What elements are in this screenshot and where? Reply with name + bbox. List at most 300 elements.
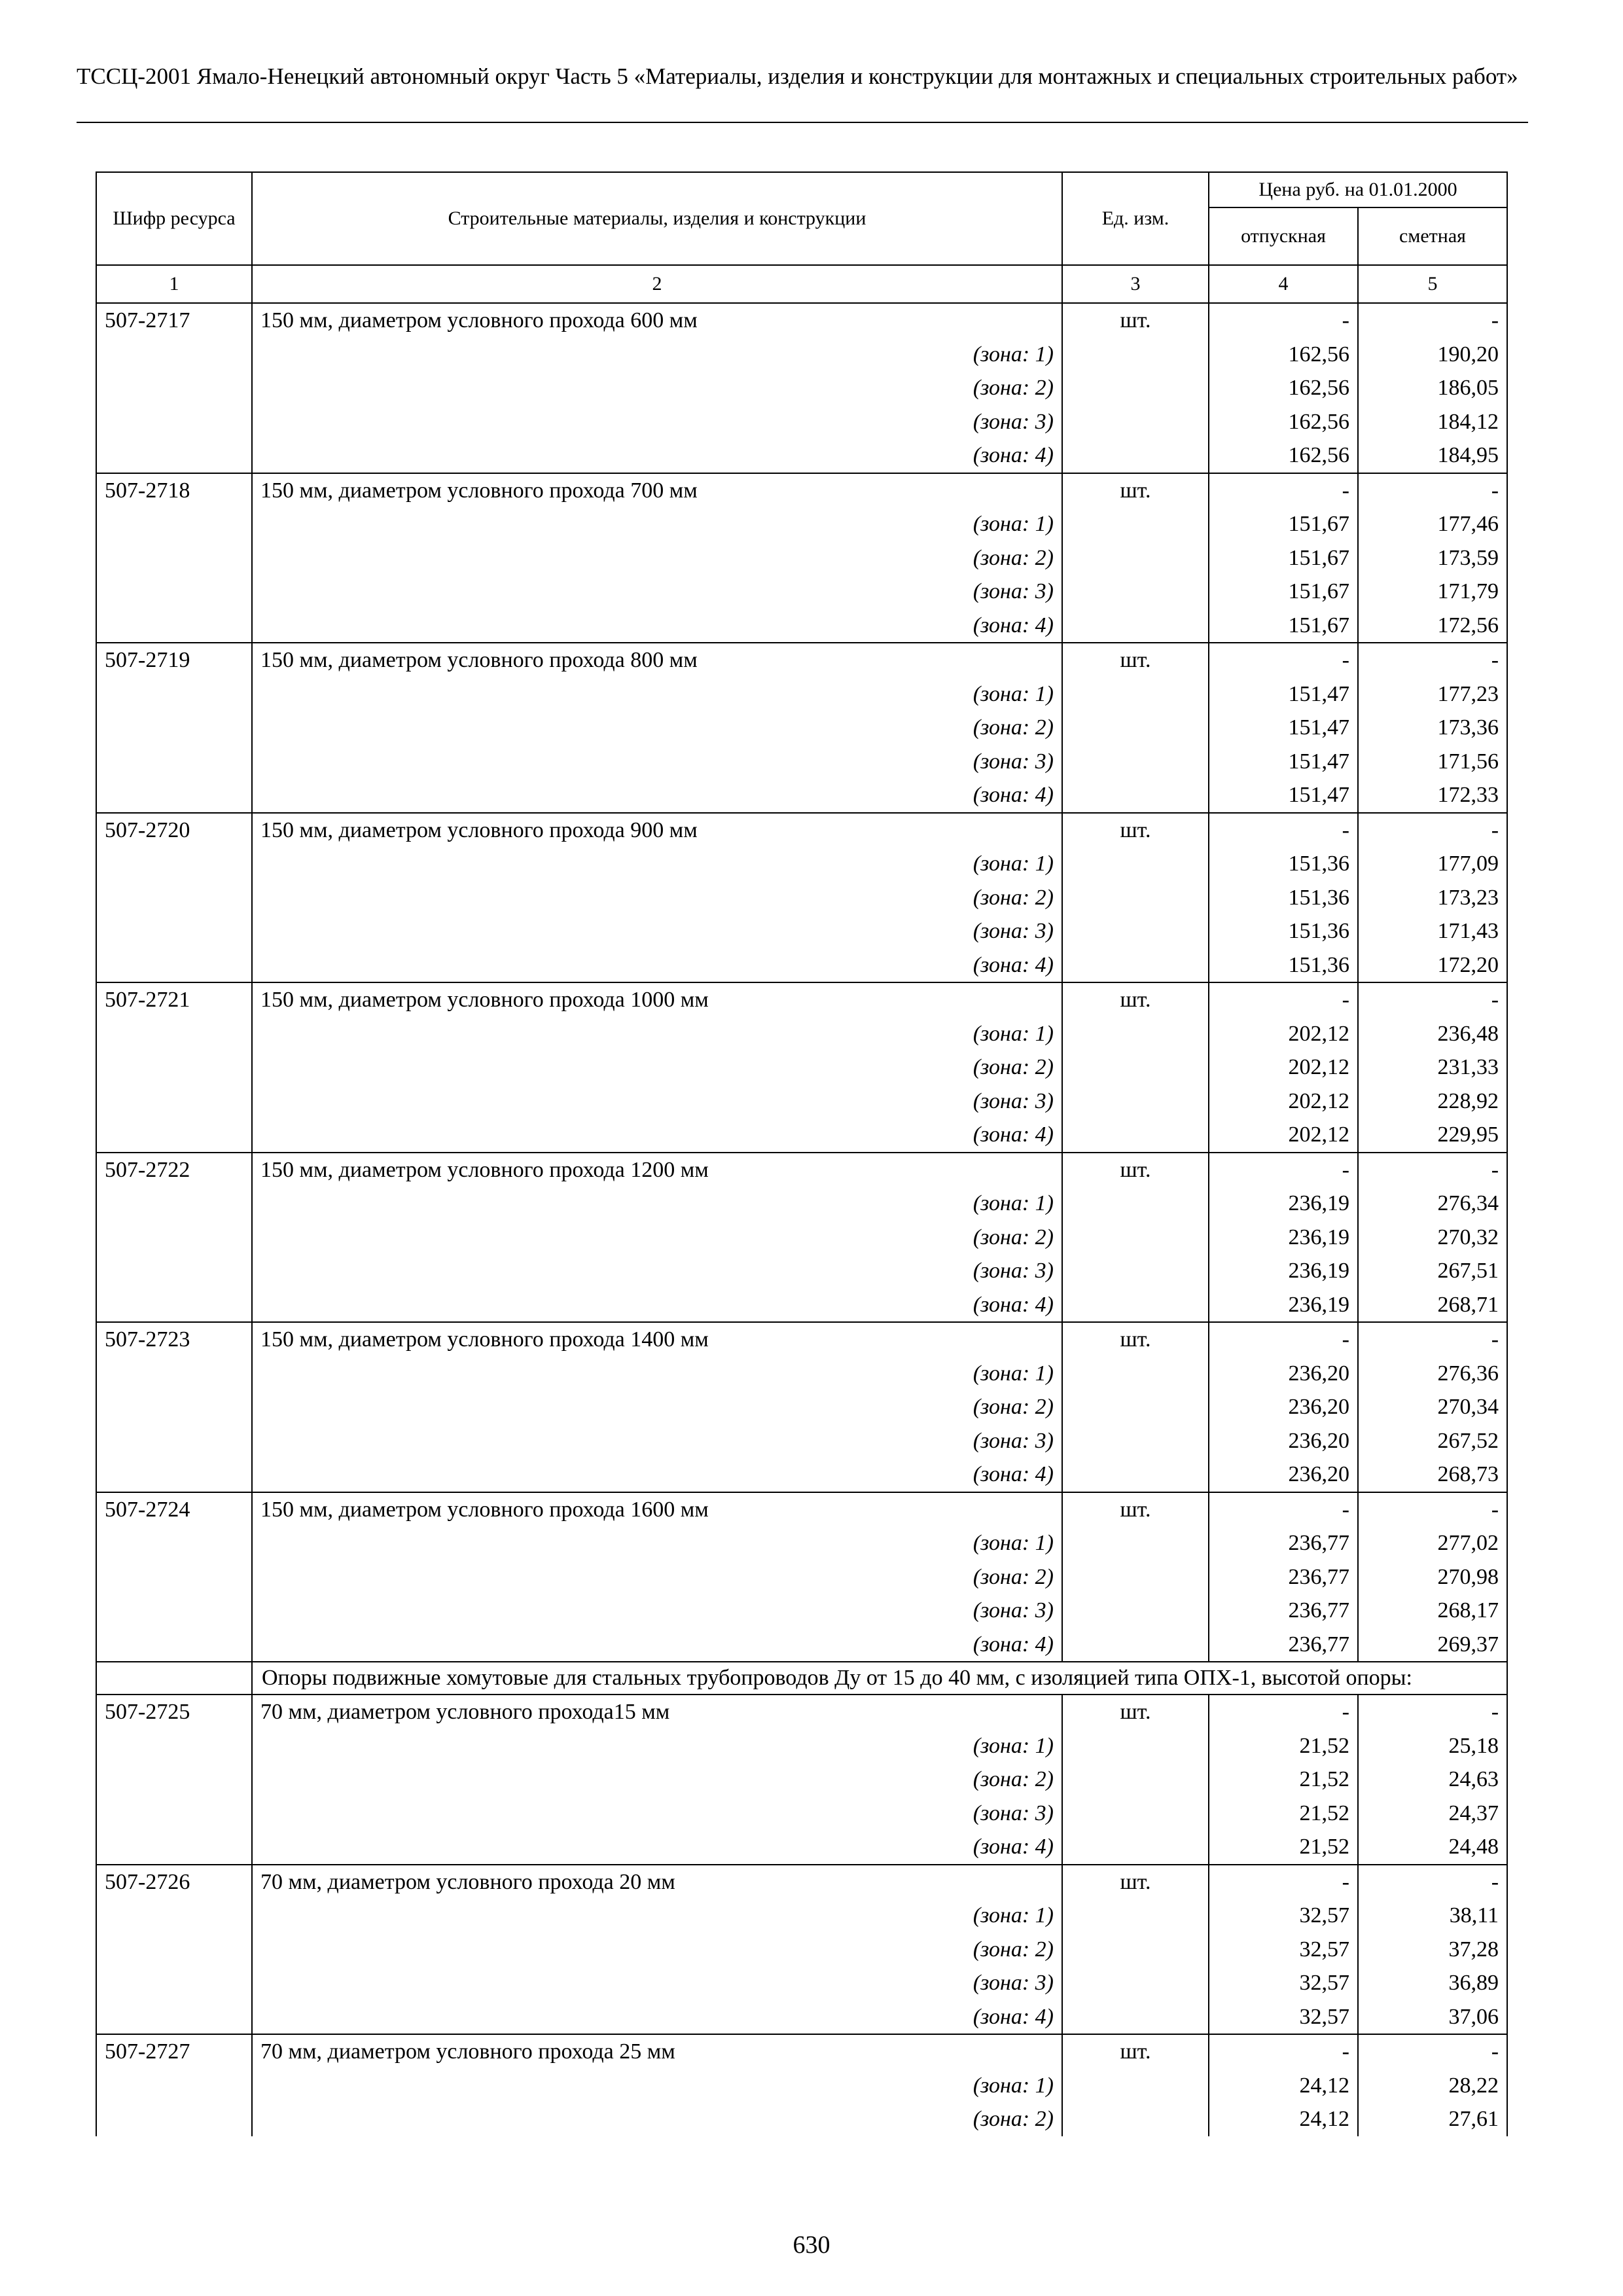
zone-label: (зона: 2): [252, 1221, 1062, 1255]
zone-release-price: 202,12: [1209, 1118, 1358, 1153]
material-name: 150 мм, диаметром условного прохода 1000 мм: [252, 982, 1062, 1017]
zone-estimate-price: 38,11: [1358, 1899, 1507, 1933]
zone-release-price: 236,20: [1209, 1390, 1358, 1424]
zone-unit-cell: [1062, 1560, 1209, 1594]
zone-code-cell: [96, 1288, 252, 1323]
estimate-price: -: [1358, 643, 1507, 677]
zone-release-price: 151,36: [1209, 881, 1358, 915]
zone-label: (зона: 2): [252, 371, 1062, 405]
zone-release-price: 32,57: [1209, 1966, 1358, 2000]
unit-of-measure: шт.: [1062, 813, 1209, 848]
zone-row: [96, 1118, 1507, 1153]
zone-estimate-price: 24,63: [1358, 1763, 1507, 1797]
zone-code-cell: [96, 847, 252, 881]
zone-estimate-price: 184,12: [1358, 405, 1507, 439]
zone-row: [96, 609, 1507, 643]
zone-row: [96, 1458, 1507, 1492]
zone-code-cell: [96, 1628, 252, 1662]
zone-unit-cell: [1062, 847, 1209, 881]
zone-label: (зона: 2): [252, 1933, 1062, 1967]
release-price: -: [1209, 643, 1358, 677]
zone-unit-cell: [1062, 1085, 1209, 1119]
zone-estimate-price: 268,71: [1358, 1288, 1507, 1323]
zone-code-cell: [96, 1424, 252, 1458]
zone-unit-cell: [1062, 1797, 1209, 1831]
zone-code-cell: [96, 1118, 252, 1153]
zone-row: [96, 1594, 1507, 1628]
zone-code-cell: [96, 1390, 252, 1424]
zone-estimate-price: 173,59: [1358, 541, 1507, 575]
resource-code: 507-2717: [96, 303, 252, 338]
column-header-name: Строительные материалы, изделия и конструкции: [252, 172, 1062, 265]
resource-code: 507-2727: [96, 2034, 252, 2069]
zone-release-price: 202,12: [1209, 1017, 1358, 1051]
zone-row: [96, 1187, 1507, 1221]
zone-row: [96, 439, 1507, 473]
zone-row: [96, 1628, 1507, 1662]
zone-code-cell: [96, 541, 252, 575]
zone-label: (зона: 1): [252, 1017, 1062, 1051]
zone-estimate-price: 276,36: [1358, 1357, 1507, 1391]
zone-code-cell: [96, 1221, 252, 1255]
zone-unit-cell: [1062, 371, 1209, 405]
unit-of-measure: шт.: [1062, 1492, 1209, 1527]
zone-code-cell: [96, 677, 252, 711]
release-price: -: [1209, 303, 1358, 338]
material-name: 70 мм, диаметром условного прохода15 мм: [252, 1695, 1062, 1729]
release-price: -: [1209, 1695, 1358, 1729]
zone-estimate-price: 177,46: [1358, 507, 1507, 541]
zone-unit-cell: [1062, 609, 1209, 643]
zone-unit-cell: [1062, 338, 1209, 372]
resource-code: 507-2721: [96, 982, 252, 1017]
zone-label: (зона: 3): [252, 914, 1062, 948]
zone-estimate-price: 171,56: [1358, 745, 1507, 779]
material-name: 150 мм, диаметром условного прохода 1400 мм: [252, 1322, 1062, 1357]
zone-release-price: 236,77: [1209, 1628, 1358, 1662]
estimate-price: -: [1358, 1695, 1507, 1729]
zone-estimate-price: 184,95: [1358, 439, 1507, 473]
zone-unit-cell: [1062, 1288, 1209, 1323]
zone-label: (зона: 3): [252, 575, 1062, 609]
zone-estimate-price: 270,32: [1358, 1221, 1507, 1255]
zone-estimate-price: 172,20: [1358, 948, 1507, 983]
table-row: [96, 473, 1507, 508]
zone-label: (зона: 1): [252, 1899, 1062, 1933]
estimate-price: -: [1358, 813, 1507, 848]
material-name: 150 мм, диаметром условного прохода 1600 мм: [252, 1492, 1062, 1527]
column-number-5: 5: [1358, 265, 1507, 303]
resource-code: 507-2722: [96, 1153, 252, 1187]
zone-code-cell: [96, 914, 252, 948]
zone-row: [96, 2069, 1507, 2103]
zone-row: [96, 1085, 1507, 1119]
release-price: -: [1209, 473, 1358, 508]
zone-row: [96, 1357, 1507, 1391]
price-table-body: [96, 303, 1507, 2136]
column-header-release: отпускная: [1209, 207, 1358, 265]
zone-label: (зона: 2): [252, 1050, 1062, 1085]
estimate-price: -: [1358, 1322, 1507, 1357]
zone-label: (зона: 4): [252, 1458, 1062, 1492]
zone-row: [96, 1729, 1507, 1763]
column-header-unit: Ед. изм.: [1062, 172, 1209, 265]
zone-release-price: 236,19: [1209, 1254, 1358, 1288]
column-number-4: 4: [1209, 265, 1358, 303]
zone-code-cell: [96, 1458, 252, 1492]
zone-row: [96, 745, 1507, 779]
zone-code-cell: [96, 338, 252, 372]
zone-code-cell: [96, 1050, 252, 1085]
zone-code-cell: [96, 1933, 252, 1967]
zone-release-price: 32,57: [1209, 1899, 1358, 1933]
unit-of-measure: шт.: [1062, 1153, 1209, 1187]
zone-release-price: 21,52: [1209, 1763, 1358, 1797]
zone-row: [96, 405, 1507, 439]
zone-unit-cell: [1062, 2000, 1209, 2035]
zone-release-price: 236,20: [1209, 1424, 1358, 1458]
zone-unit-cell: [1062, 541, 1209, 575]
zone-row: [96, 1254, 1507, 1288]
zone-row: [96, 1288, 1507, 1323]
zone-unit-cell: [1062, 677, 1209, 711]
zone-unit-cell: [1062, 1594, 1209, 1628]
zone-estimate-price: 277,02: [1358, 1526, 1507, 1560]
unit-of-measure: шт.: [1062, 1322, 1209, 1357]
material-name: 150 мм, диаметром условного прохода 700 мм: [252, 473, 1062, 508]
zone-label: (зона: 4): [252, 1118, 1062, 1153]
zone-row: [96, 1017, 1507, 1051]
zone-row: [96, 1966, 1507, 2000]
zone-label: (зона: 2): [252, 881, 1062, 915]
material-name: 150 мм, диаметром условного прохода 1200 мм: [252, 1153, 1062, 1187]
zone-estimate-price: 231,33: [1358, 1050, 1507, 1085]
zone-unit-cell: [1062, 439, 1209, 473]
release-price: -: [1209, 1322, 1358, 1357]
zone-label: (зона: 4): [252, 2000, 1062, 2035]
header-rule: [77, 122, 1528, 123]
zone-row: [96, 1221, 1507, 1255]
zone-unit-cell: [1062, 1763, 1209, 1797]
zone-label: (зона: 2): [252, 1763, 1062, 1797]
zone-row: [96, 1424, 1507, 1458]
zone-code-cell: [96, 609, 252, 643]
zone-code-cell: [96, 1357, 252, 1391]
zone-estimate-price: 36,89: [1358, 1966, 1507, 2000]
zone-row: [96, 778, 1507, 813]
zone-label: (зона: 4): [252, 778, 1062, 813]
zone-release-price: 236,19: [1209, 1221, 1358, 1255]
zone-unit-cell: [1062, 1526, 1209, 1560]
material-name: 150 мм, диаметром условного прохода 600 мм: [252, 303, 1062, 338]
zone-release-price: 151,47: [1209, 677, 1358, 711]
zone-estimate-price: 267,51: [1358, 1254, 1507, 1288]
zone-release-price: 236,77: [1209, 1560, 1358, 1594]
zone-row: [96, 338, 1507, 372]
resource-code: 507-2724: [96, 1492, 252, 1527]
resource-code: 507-2723: [96, 1322, 252, 1357]
zone-unit-cell: [1062, 1118, 1209, 1153]
column-header-code: Шифр ресурса: [96, 172, 252, 265]
zone-unit-cell: [1062, 1254, 1209, 1288]
zone-row: [96, 1830, 1507, 1865]
zone-label: (зона: 3): [252, 745, 1062, 779]
zone-label: (зона: 4): [252, 609, 1062, 643]
zone-estimate-price: 171,43: [1358, 914, 1507, 948]
zone-estimate-price: 267,52: [1358, 1424, 1507, 1458]
resource-code: 507-2725: [96, 1695, 252, 1729]
zone-code-cell: [96, 2000, 252, 2035]
page-number: 630: [793, 2231, 830, 2259]
table-row: [96, 2034, 1507, 2069]
zone-estimate-price: 25,18: [1358, 1729, 1507, 1763]
zone-code-cell: [96, 405, 252, 439]
zone-row: [96, 1933, 1507, 1967]
zone-estimate-price: 236,48: [1358, 1017, 1507, 1051]
zone-unit-cell: [1062, 575, 1209, 609]
zone-unit-cell: [1062, 745, 1209, 779]
zone-release-price: 236,77: [1209, 1526, 1358, 1560]
zone-unit-cell: [1062, 1187, 1209, 1221]
material-name: 150 мм, диаметром условного прохода 800 мм: [252, 643, 1062, 677]
zone-code-cell: [96, 371, 252, 405]
zone-release-price: 21,52: [1209, 1729, 1358, 1763]
zone-estimate-price: 171,79: [1358, 575, 1507, 609]
zone-release-price: 21,52: [1209, 1797, 1358, 1831]
zone-estimate-price: 37,06: [1358, 2000, 1507, 2035]
zone-estimate-price: 24,37: [1358, 1797, 1507, 1831]
zone-code-cell: [96, 1594, 252, 1628]
zone-code-cell: [96, 2102, 252, 2136]
zone-release-price: 32,57: [1209, 1933, 1358, 1967]
zone-release-price: 24,12: [1209, 2102, 1358, 2136]
zone-code-cell: [96, 1085, 252, 1119]
estimate-price: -: [1358, 1865, 1507, 1899]
estimate-price: -: [1358, 473, 1507, 508]
zone-unit-cell: [1062, 1729, 1209, 1763]
zone-label: (зона: 1): [252, 1187, 1062, 1221]
unit-of-measure: шт.: [1062, 473, 1209, 508]
zone-label: (зона: 1): [252, 847, 1062, 881]
zone-estimate-price: 270,98: [1358, 1560, 1507, 1594]
zone-row: [96, 2102, 1507, 2136]
material-name: 150 мм, диаметром условного прохода 900 мм: [252, 813, 1062, 848]
zone-label: (зона: 2): [252, 711, 1062, 745]
zone-label: (зона: 1): [252, 338, 1062, 372]
zone-row: [96, 1050, 1507, 1085]
zone-code-cell: [96, 439, 252, 473]
column-number-2: 2: [252, 265, 1062, 303]
zone-release-price: 202,12: [1209, 1085, 1358, 1119]
zone-label: (зона: 4): [252, 1628, 1062, 1662]
zone-release-price: 202,12: [1209, 1050, 1358, 1085]
zone-code-cell: [96, 1187, 252, 1221]
zone-label: (зона: 1): [252, 2069, 1062, 2103]
zone-unit-cell: [1062, 914, 1209, 948]
zone-row: [96, 711, 1507, 745]
price-table-header: [96, 172, 1507, 303]
zone-row: [96, 1526, 1507, 1560]
unit-of-measure: шт.: [1062, 982, 1209, 1017]
zone-label: (зона: 4): [252, 948, 1062, 983]
release-price: -: [1209, 1865, 1358, 1899]
zone-unit-cell: [1062, 948, 1209, 983]
zone-release-price: 151,36: [1209, 847, 1358, 881]
zone-label: (зона: 3): [252, 1424, 1062, 1458]
zone-release-price: 21,52: [1209, 1830, 1358, 1865]
group-heading: Опоры подвижные хомутовые для стальных трубопроводов Ду от 15 до 40 мм, с изоляцией типа ОПХ-1, высотой опоры:: [252, 1662, 1507, 1695]
zone-label: (зона: 4): [252, 1288, 1062, 1323]
zone-estimate-price: 27,61: [1358, 2102, 1507, 2136]
zone-code-cell: [96, 1763, 252, 1797]
zone-code-cell: [96, 1966, 252, 2000]
zone-estimate-price: 28,22: [1358, 2069, 1507, 2103]
zone-release-price: 151,67: [1209, 575, 1358, 609]
column-header-price: Цена руб. на 01.01.2000: [1209, 172, 1507, 207]
zone-release-price: 162,56: [1209, 439, 1358, 473]
zone-label: (зона: 2): [252, 541, 1062, 575]
zone-code-cell: [96, 881, 252, 915]
zone-release-price: 236,19: [1209, 1187, 1358, 1221]
zone-row: [96, 1390, 1507, 1424]
table-row: [96, 1153, 1507, 1187]
zone-row: [96, 1899, 1507, 1933]
zone-label: (зона: 3): [252, 405, 1062, 439]
zone-estimate-price: 276,34: [1358, 1187, 1507, 1221]
zone-code-cell: [96, 1899, 252, 1933]
zone-code-cell: [96, 948, 252, 983]
zone-estimate-price: 172,56: [1358, 609, 1507, 643]
unit-of-measure: шт.: [1062, 643, 1209, 677]
zone-label: (зона: 2): [252, 1560, 1062, 1594]
zone-unit-cell: [1062, 1390, 1209, 1424]
zone-label: (зона: 3): [252, 1254, 1062, 1288]
estimate-price: -: [1358, 303, 1507, 338]
zone-code-cell: [96, 575, 252, 609]
zone-unit-cell: [1062, 1966, 1209, 2000]
zone-code-cell: [96, 1526, 252, 1560]
zone-unit-cell: [1062, 1221, 1209, 1255]
zone-estimate-price: 172,33: [1358, 778, 1507, 813]
zone-unit-cell: [1062, 1628, 1209, 1662]
zone-code-cell: [96, 2069, 252, 2103]
zone-label: (зона: 3): [252, 1966, 1062, 2000]
zone-label: (зона: 2): [252, 1390, 1062, 1424]
zone-code-cell: [96, 507, 252, 541]
zone-unit-cell: [1062, 2069, 1209, 2103]
zone-estimate-price: 177,09: [1358, 847, 1507, 881]
zone-estimate-price: 173,36: [1358, 711, 1507, 745]
zone-row: [96, 881, 1507, 915]
unit-of-measure: шт.: [1062, 1865, 1209, 1899]
zone-label: (зона: 3): [252, 1594, 1062, 1628]
zone-estimate-price: 268,17: [1358, 1594, 1507, 1628]
unit-of-measure: шт.: [1062, 1695, 1209, 1729]
zone-estimate-price: 24,48: [1358, 1830, 1507, 1865]
price-table: [96, 171, 1508, 2136]
zone-unit-cell: [1062, 1017, 1209, 1051]
zone-release-price: 24,12: [1209, 2069, 1358, 2103]
zone-row: [96, 914, 1507, 948]
zone-release-price: 151,36: [1209, 948, 1358, 983]
material-name: 70 мм, диаметром условного прохода 25 мм: [252, 2034, 1062, 2069]
zone-release-price: 162,56: [1209, 405, 1358, 439]
material-name: 70 мм, диаметром условного прохода 20 мм: [252, 1865, 1062, 1899]
zone-row: [96, 1797, 1507, 1831]
zone-estimate-price: 177,23: [1358, 677, 1507, 711]
zone-release-price: 151,67: [1209, 507, 1358, 541]
table-row: [96, 982, 1507, 1017]
zone-label: (зона: 4): [252, 439, 1062, 473]
group-code-cell: [96, 1662, 252, 1695]
zone-release-price: 151,67: [1209, 609, 1358, 643]
zone-row: [96, 575, 1507, 609]
release-price: -: [1209, 1492, 1358, 1527]
resource-code: 507-2720: [96, 813, 252, 848]
zone-row: [96, 541, 1507, 575]
zone-release-price: 236,77: [1209, 1594, 1358, 1628]
zone-row: [96, 847, 1507, 881]
zone-unit-cell: [1062, 1933, 1209, 1967]
zone-release-price: 236,20: [1209, 1458, 1358, 1492]
zone-code-cell: [96, 1017, 252, 1051]
zone-row: [96, 507, 1507, 541]
estimate-price: -: [1358, 2034, 1507, 2069]
unit-of-measure: шт.: [1062, 303, 1209, 338]
zone-unit-cell: [1062, 1050, 1209, 1085]
zone-label: (зона: 1): [252, 677, 1062, 711]
column-number-3: 3: [1062, 265, 1209, 303]
zone-row: [96, 1763, 1507, 1797]
zone-release-price: 32,57: [1209, 2000, 1358, 2035]
zone-estimate-price: 270,34: [1358, 1390, 1507, 1424]
zone-label: (зона: 3): [252, 1797, 1062, 1831]
zone-label: (зона: 1): [252, 1729, 1062, 1763]
zone-label: (зона: 3): [252, 1085, 1062, 1119]
column-header-estimate: сметная: [1358, 207, 1507, 265]
group-heading-row: [96, 1662, 1507, 1695]
zone-label: (зона: 1): [252, 1526, 1062, 1560]
table-row: [96, 813, 1507, 848]
zone-estimate-price: 228,92: [1358, 1085, 1507, 1119]
zone-label: (зона: 4): [252, 1830, 1062, 1865]
table-row: [96, 1695, 1507, 1729]
zone-release-price: 162,56: [1209, 338, 1358, 372]
zone-code-cell: [96, 1254, 252, 1288]
zone-unit-cell: [1062, 1899, 1209, 1933]
zone-release-price: 236,20: [1209, 1357, 1358, 1391]
release-price: -: [1209, 2034, 1358, 2069]
zone-release-price: 162,56: [1209, 371, 1358, 405]
resource-code: 507-2719: [96, 643, 252, 677]
zone-unit-cell: [1062, 881, 1209, 915]
zone-row: [96, 948, 1507, 983]
release-price: -: [1209, 982, 1358, 1017]
table-row: [96, 1492, 1507, 1527]
zone-release-price: 151,36: [1209, 914, 1358, 948]
zone-release-price: 236,19: [1209, 1288, 1358, 1323]
zone-release-price: 151,47: [1209, 778, 1358, 813]
zone-code-cell: [96, 1797, 252, 1831]
table-row: [96, 303, 1507, 338]
zone-code-cell: [96, 1830, 252, 1865]
zone-unit-cell: [1062, 711, 1209, 745]
zone-release-price: 151,67: [1209, 541, 1358, 575]
page-header-title: ТССЦ-2001 Ямало-Ненецкий автономный округ Часть 5 «Материалы, изделия и конструкции для монтажных и специальных строительных работ»: [77, 63, 1518, 89]
zone-code-cell: [96, 778, 252, 813]
zone-label: (зона: 1): [252, 1357, 1062, 1391]
zone-unit-cell: [1062, 405, 1209, 439]
